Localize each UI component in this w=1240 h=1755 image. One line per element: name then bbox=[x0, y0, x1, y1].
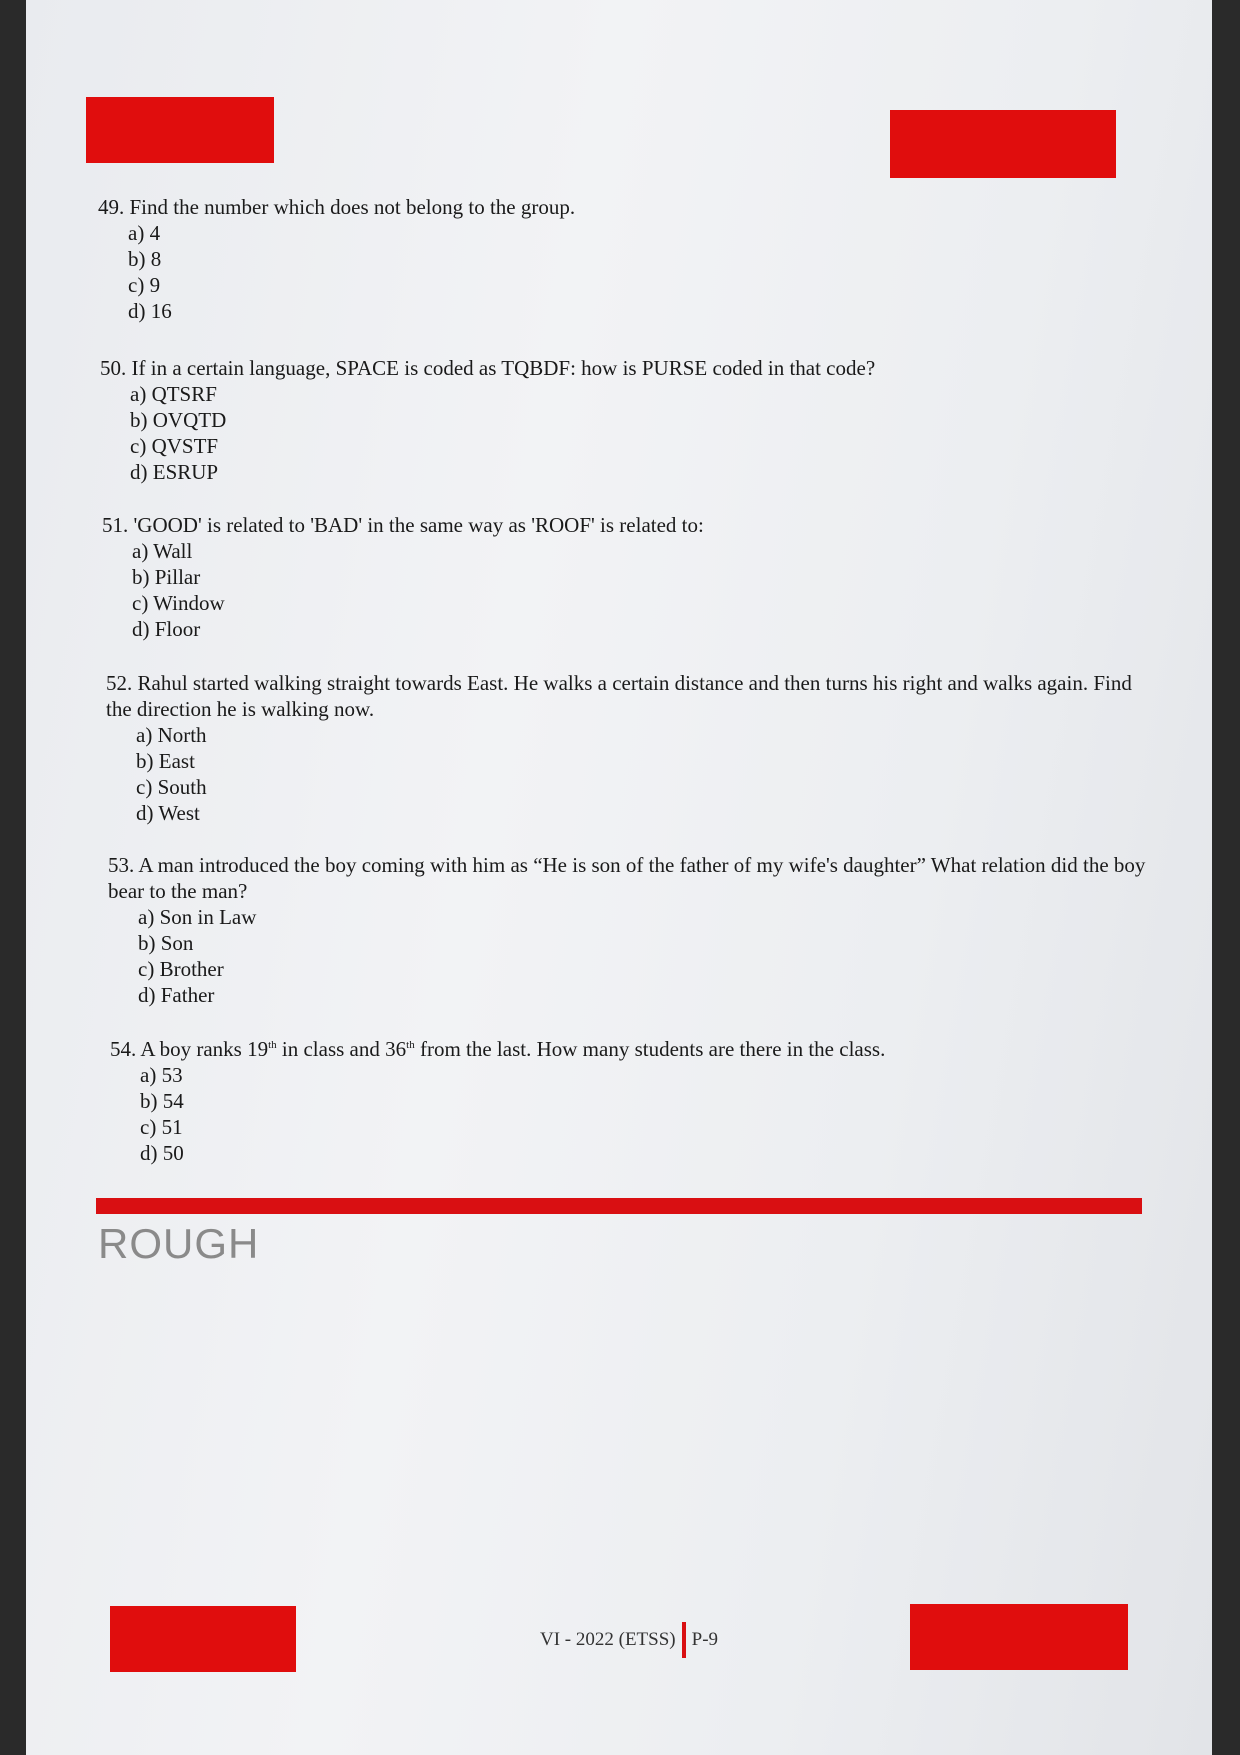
stem-text: from the last. How many students are there in the class. bbox=[414, 1037, 886, 1061]
option-list bbox=[102, 538, 1142, 642]
option: d) 50 bbox=[140, 1141, 184, 1165]
question-51 bbox=[102, 512, 1142, 642]
redaction-block-top-right bbox=[890, 110, 1116, 178]
page-footer bbox=[540, 1622, 718, 1658]
option: c) South bbox=[136, 775, 207, 799]
option: c) Brother bbox=[138, 957, 224, 981]
question-stem: 52. Rahul started walking straight towards East. He walks a certain distance and then turns his right and walks again. Find the direction he is walking now. bbox=[106, 671, 1132, 721]
option: b) Pillar bbox=[132, 565, 201, 589]
option: a) 53 bbox=[140, 1063, 183, 1087]
option: a) 4 bbox=[128, 221, 161, 245]
option: d) West bbox=[136, 801, 200, 825]
option: a) Son in Law bbox=[138, 905, 257, 929]
option: b) Son bbox=[138, 931, 194, 955]
option: d) Father bbox=[138, 983, 215, 1007]
question-stem bbox=[110, 1032, 1150, 1062]
question-52 bbox=[106, 670, 1146, 826]
exam-code: VI - 2022 (ETSS) bbox=[540, 1629, 676, 1650]
rough-divider bbox=[96, 1198, 1142, 1214]
option: d) ESRUP bbox=[130, 460, 219, 484]
option: a) North bbox=[136, 723, 207, 747]
question-stem: 51. 'GOOD' is related to 'BAD' in the same way as 'ROOF' is related to: bbox=[102, 513, 704, 537]
option: c) QVSTF bbox=[130, 434, 219, 458]
option: a) QTSRF bbox=[130, 382, 217, 406]
question-stem: 49. Find the number which does not belong to the group. bbox=[98, 195, 576, 219]
option: c) 9 bbox=[128, 273, 161, 297]
redaction-block-bottom-left bbox=[110, 1606, 296, 1672]
option-list bbox=[106, 722, 1146, 826]
question-stem: 50. If in a certain language, SPACE is coded as TQBDF: how is PURSE coded in that code? bbox=[100, 356, 876, 380]
ordinal-suffix: th bbox=[268, 1039, 277, 1051]
exam-page bbox=[26, 0, 1212, 1755]
option: b) 8 bbox=[128, 247, 162, 271]
question-50 bbox=[100, 355, 1140, 485]
question-49 bbox=[98, 194, 1138, 324]
option: b) East bbox=[136, 749, 195, 773]
option-list bbox=[100, 381, 1140, 485]
option: c) 51 bbox=[140, 1115, 183, 1139]
option: a) Wall bbox=[132, 539, 193, 563]
option: d) Floor bbox=[132, 617, 201, 641]
option-list bbox=[108, 904, 1158, 1008]
option-list bbox=[98, 220, 1138, 324]
stem-text: 54. A boy ranks 19 bbox=[110, 1037, 269, 1061]
page-number: P-9 bbox=[691, 1629, 719, 1650]
option: d) 16 bbox=[128, 299, 172, 323]
option: b) OVQTD bbox=[130, 408, 227, 432]
question-54 bbox=[110, 1032, 1150, 1166]
option-list bbox=[110, 1062, 1150, 1166]
question-53 bbox=[108, 852, 1158, 1008]
question-stem: 53. A man introduced the boy coming with him as “He is son of the father of my wife's daughter” What relation did the boy bear to the man? bbox=[108, 853, 1146, 903]
option: c) Window bbox=[132, 591, 225, 615]
stem-text: in class and 36 bbox=[276, 1037, 407, 1061]
option: b) 54 bbox=[140, 1089, 184, 1113]
footer-separator bbox=[682, 1622, 686, 1658]
ordinal-suffix: th bbox=[406, 1039, 415, 1051]
redaction-block-top-left bbox=[86, 97, 274, 163]
rough-label: ROUGH bbox=[98, 1220, 260, 1267]
redaction-block-bottom-right bbox=[910, 1604, 1128, 1670]
